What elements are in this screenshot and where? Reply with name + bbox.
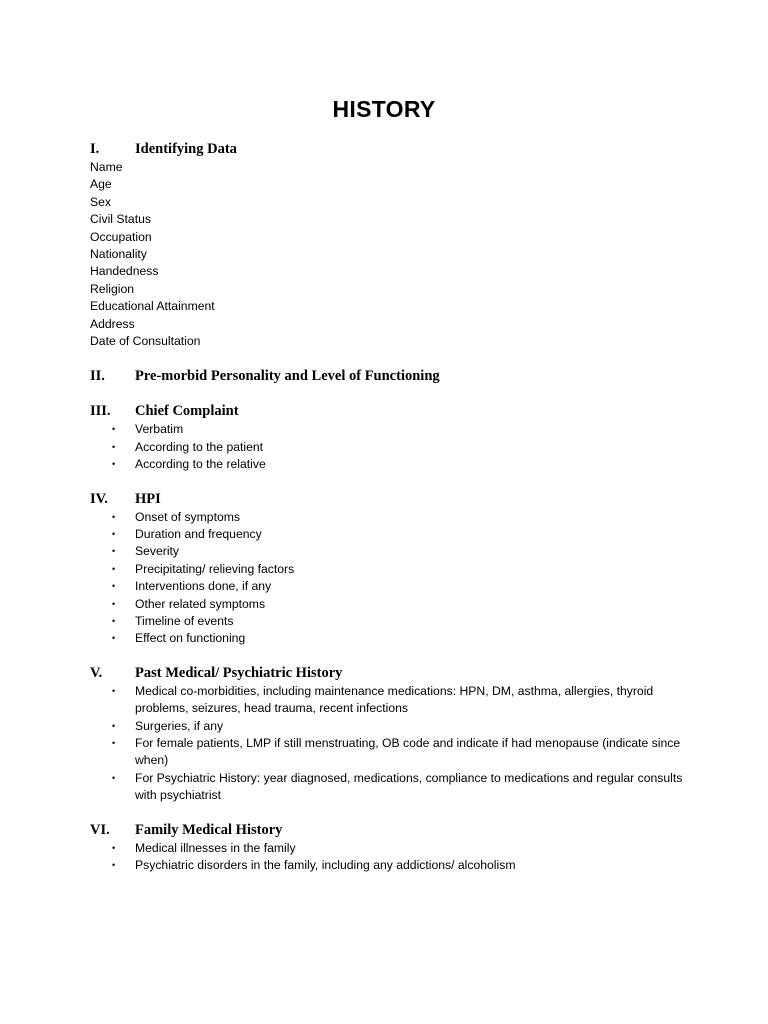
bullet-icon: •: [112, 441, 116, 452]
bullet-icon: •: [112, 581, 116, 592]
document-body: [90, 140, 690, 874]
bullet-icon: •: [112, 511, 116, 522]
list-item-text: According to the relative: [135, 457, 266, 472]
section-spacer: [90, 648, 690, 664]
section-numeral: III.: [90, 403, 111, 420]
list-item-text: Onset of symptoms: [135, 509, 240, 524]
section-title: HPI: [135, 490, 161, 507]
section-heading: [90, 664, 690, 683]
section-title: Identifying Data: [135, 141, 237, 157]
list-item-text: For Psychiatric History: year diagnosed, medications, compliance to medications and regular consults with psychiatrist: [135, 770, 683, 803]
bullet-icon: •: [112, 633, 116, 644]
bullet-icon: •: [112, 860, 116, 871]
list-item-text: Verbatim: [135, 422, 184, 437]
section-chief-complaint: [90, 402, 690, 473]
section-heading: [90, 402, 690, 421]
section-spacer: [90, 386, 690, 402]
field-label: Civil Status: [90, 212, 151, 227]
list-item: [112, 770, 690, 805]
section-heading: [90, 140, 690, 159]
bullet-icon: •: [112, 546, 116, 557]
list-item: [112, 840, 690, 857]
list-item: [112, 613, 690, 630]
list-item: [112, 456, 690, 473]
list-item-text: Surgeries, if any: [135, 718, 224, 733]
bullet-icon: •: [112, 459, 116, 470]
section-spacer: [90, 805, 690, 821]
bullet-icon: •: [112, 615, 116, 626]
bullet-icon: •: [112, 720, 116, 731]
bullet-icon: •: [112, 563, 116, 574]
field-label: Name: [90, 160, 123, 174]
section-premorbid-personality: [90, 367, 690, 386]
bullet-icon: •: [112, 528, 116, 539]
list-item-text: Timeline of events: [135, 613, 234, 628]
list-item-text: Other related symptoms: [135, 596, 266, 611]
field-label: Age: [90, 177, 112, 192]
bullet-icon: •: [112, 424, 116, 435]
bullet-icon: •: [112, 772, 116, 783]
section-heading: [90, 821, 690, 840]
section-title: Past Medical/ Psychiatric History: [135, 664, 343, 681]
list-item-text: Medical co-morbidities, including maintenance medications: HPN, DM, asthma, allergies, thyroid problems, seizures, head trauma, recent infections: [135, 683, 654, 716]
list-item: [112, 578, 690, 595]
section-numeral: II.: [90, 368, 105, 385]
field-label: Religion: [90, 281, 135, 296]
list-item: [112, 596, 690, 613]
field-label: Handedness: [90, 264, 159, 279]
bullet-list: [90, 421, 690, 473]
list-item-text: For female patients, LMP if still menstruating, OB code and indicate if had menopause (indicate since when): [135, 735, 681, 768]
list-item: [112, 421, 690, 438]
section-past-medical-history: [90, 664, 690, 805]
section-family-medical-history: [90, 821, 690, 875]
bullet-list: [90, 509, 690, 648]
bullet-list: [90, 840, 690, 875]
section-title: Chief Complaint: [135, 403, 239, 420]
bullet-icon: •: [112, 685, 116, 696]
list-item-text: According to the patient: [135, 439, 264, 454]
section-hpi: [90, 490, 690, 648]
bullet-list: [90, 683, 690, 805]
list-item-text: Duration and frequency: [135, 526, 262, 541]
section-numeral: I.: [90, 141, 100, 157]
section-heading: [90, 367, 690, 386]
section-heading: [90, 490, 690, 509]
list-item-text: Medical illnesses in the family: [135, 840, 296, 855]
list-item-text: Interventions done, if any: [135, 579, 272, 594]
section-numeral: V.: [90, 664, 103, 681]
list-item: [112, 439, 690, 456]
document-title: HISTORY: [332, 96, 436, 122]
list-item: [112, 683, 690, 718]
list-item: [112, 561, 690, 578]
list-item-text: Precipitating/ relieving factors: [135, 561, 295, 576]
list-item: [112, 630, 690, 647]
section-numeral: VI.: [90, 821, 110, 838]
section-title: Pre-morbid Personality and Level of Functioning: [135, 368, 440, 385]
field-label: Educational Attainment: [90, 299, 215, 314]
section-title: Family Medical History: [135, 821, 283, 838]
field-label: Sex: [90, 194, 112, 209]
bullet-icon: •: [112, 842, 116, 853]
list-item: [112, 526, 690, 543]
section-spacer: [90, 350, 690, 367]
list-item-text: Severity: [135, 544, 180, 559]
list-item-text: Psychiatric disorders in the family, including any addictions/ alcoholism: [135, 858, 516, 873]
list-item: [112, 543, 690, 560]
field-label: Nationality: [90, 246, 147, 261]
field-label: Address: [90, 316, 135, 331]
field-label: Occupation: [90, 229, 152, 244]
section-numeral: IV.: [90, 490, 108, 507]
list-item: [112, 509, 690, 526]
list-item: [112, 735, 690, 770]
bullet-icon: •: [112, 737, 116, 748]
list-item: [112, 718, 690, 735]
list-item-text: Effect on functioning: [135, 631, 246, 646]
field-label: Date of Consultation: [90, 333, 201, 348]
section-spacer: [90, 474, 690, 490]
section-identifying-data: [90, 140, 690, 350]
list-item: [112, 857, 690, 874]
field-list: [90, 159, 690, 350]
bullet-icon: •: [112, 598, 116, 609]
